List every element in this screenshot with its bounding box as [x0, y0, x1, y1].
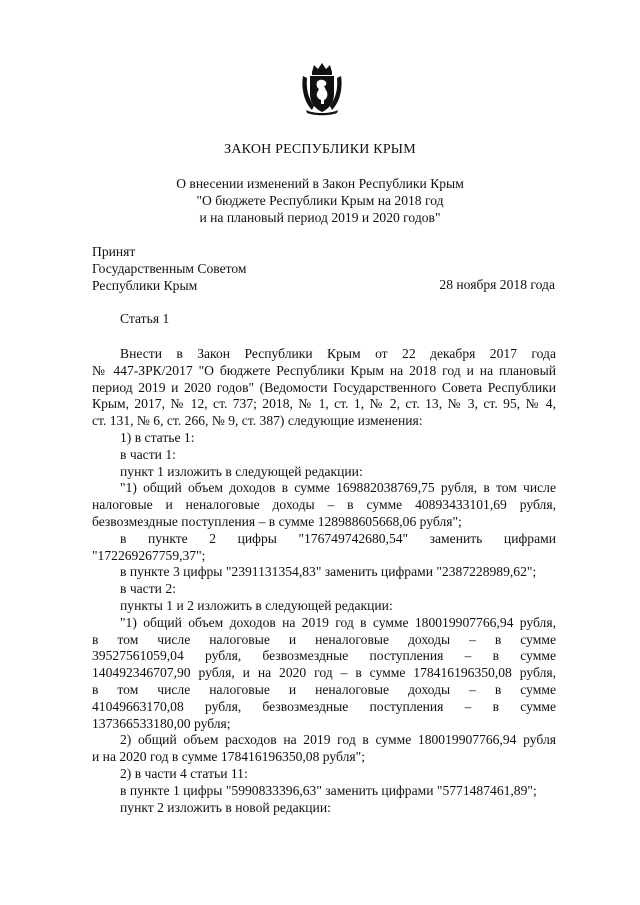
- body-line: "1) общий объем доходов на 2019 год в сумме 180019907766,94 рубля,: [120, 614, 556, 630]
- adopted-line: Принят: [92, 244, 136, 259]
- subtitle-line: "О бюджете Республики Крым на 2018 год: [196, 192, 444, 208]
- subtitle-line: О внесении изменений в Закон Республики Крым: [176, 176, 464, 191]
- body-line: период 2019 и 2020 годов" (Ведомости Государственного Совета Республики: [92, 379, 556, 395]
- body-line: Крым, 2017, № 12, ст. 737; 2018, № 1, ст. 1, № 2, ст. 13, № 3, ст. 95, № 4,: [92, 396, 556, 412]
- article-heading: Статья 1: [120, 311, 170, 326]
- crimea-coat-of-arms-icon: [300, 62, 344, 116]
- body-line: в том числе налоговые и неналоговые доходы – в сумме: [92, 631, 556, 647]
- body-line: пункт 2 изложить в новой редакции:: [120, 799, 331, 815]
- body-line: в части 1:: [120, 446, 176, 462]
- document-title: ЗАКОН РЕСПУБЛИКИ КРЫМ: [224, 142, 416, 157]
- body-line: 1) в статье 1:: [120, 429, 195, 445]
- body-line: и на 2020 год в сумме 178416196350,08 рубля";: [92, 749, 365, 765]
- adopted-line: Республики Крым: [92, 277, 198, 293]
- body-line: 41049663170,08 рубля, безвозмездные поступления – в сумме: [92, 698, 556, 714]
- body-line: № 447-ЗРК/2017 "О бюджете Республики Крым на 2018 год и на плановый: [92, 362, 556, 378]
- adopted-block: [92, 244, 247, 294]
- body-line: пункт 1 изложить в следующей редакции:: [120, 463, 363, 479]
- subtitle-line: и на плановый период 2019 и 2020 годов": [199, 209, 441, 225]
- body-line: 2) общий объем расходов на 2019 год в сумме 180019907766,94 рубля: [120, 732, 556, 748]
- body-line: 137366533180,00 рубля;: [92, 715, 231, 731]
- body-line: в пункте 2 цифры "176749742680,54" заменить цифрами: [120, 530, 556, 546]
- body-line: 2) в части 4 статьи 11:: [120, 765, 248, 781]
- document-subtitle: [0, 176, 640, 226]
- body-line: безвозмездные поступления – в сумме 128988605668,06 рубля";: [92, 513, 462, 529]
- body-line: пункты 1 и 2 изложить в следующей редакции:: [120, 597, 393, 613]
- body-line: "172269267759,37";: [92, 547, 206, 563]
- body-line: в части 2:: [120, 581, 176, 597]
- adopted-line: Государственным Советом: [92, 260, 247, 276]
- body-line: "1) общий объем доходов в сумме 169882038769,75 рубля, в том числе: [120, 480, 556, 496]
- adoption-date: 28 ноября 2018 года: [439, 277, 555, 292]
- body-line: налоговые и неналоговые доходы – в сумме 40893433101,69 рубля,: [92, 497, 556, 513]
- body-line: 39527561059,04 рубля, безвозмездные поступления – в сумме: [92, 648, 556, 664]
- body-line: в пункте 1 цифры "5990833396,63" заменить цифрами "5771487461,89";: [120, 782, 537, 798]
- body-line: ст. 131, № 6, ст. 266, № 9, ст. 387) следующие изменения:: [92, 413, 423, 429]
- body-line: Внести в Закон Республики Крым от 22 декабря 2017 года: [120, 346, 556, 361]
- body-line: 140492346707,90 рубля, и на 2020 год – в сумме 178416196350,08 рубля,: [92, 665, 556, 681]
- article-body: [92, 346, 556, 816]
- body-line: в пункте 3 цифры "2391131354,83" заменить цифрами "2387228989,62";: [120, 564, 537, 580]
- body-line: в том числе налоговые и неналоговые доходы – в сумме: [92, 681, 556, 697]
